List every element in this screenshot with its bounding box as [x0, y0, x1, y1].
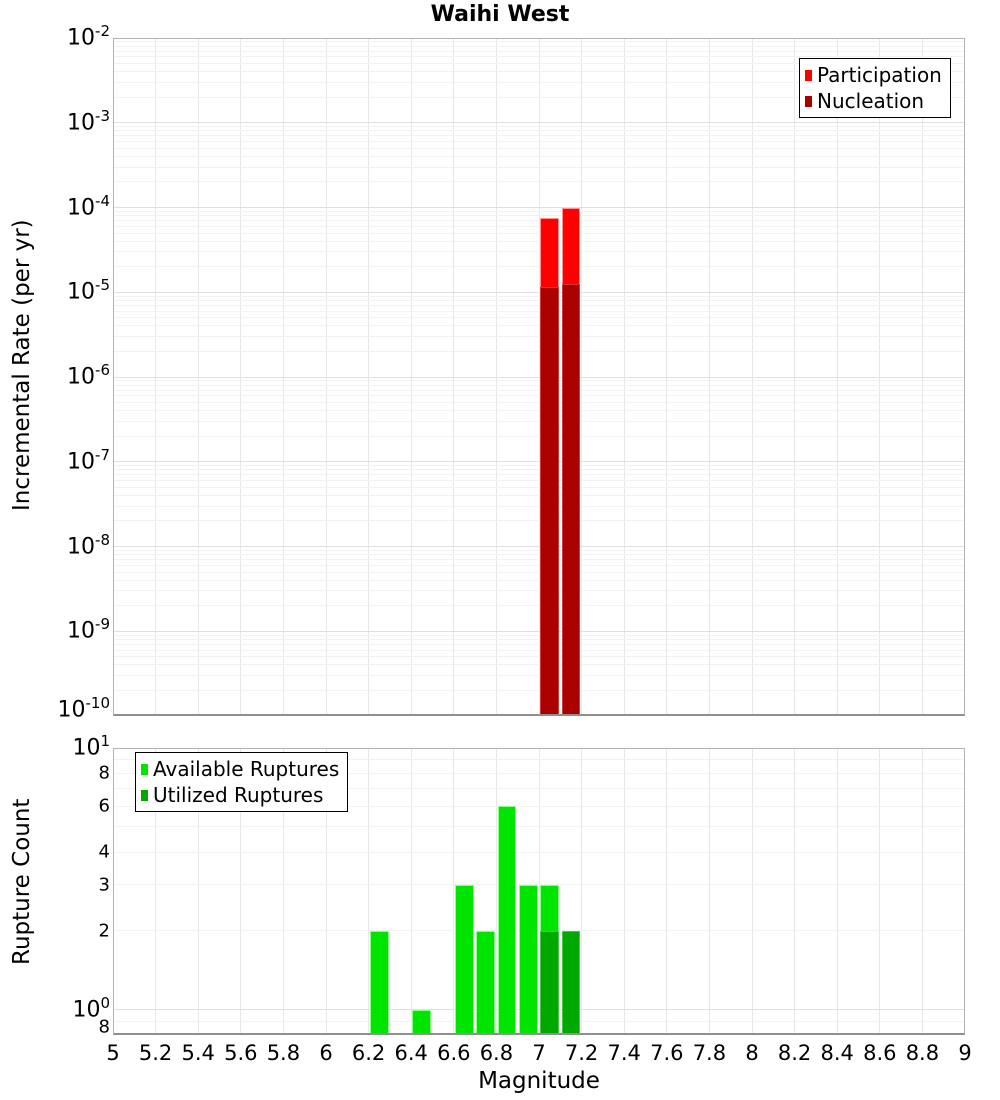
- minor-gridline: [113, 336, 965, 337]
- minor-gridline: [113, 148, 965, 149]
- minor-gridline: [113, 930, 965, 931]
- count-ytick-label: $10^0$: [72, 993, 110, 1023]
- major-gridline: [113, 631, 965, 632]
- x-tick-label: 7.6: [650, 1041, 684, 1065]
- minor-gridline: [113, 520, 965, 521]
- minor-gridline: [113, 550, 965, 551]
- minor-gridline: [113, 656, 965, 657]
- major-gridline: [113, 207, 965, 208]
- minor-gridline: [113, 211, 965, 212]
- legend-item: [805, 62, 942, 88]
- minor-gridline: [113, 650, 965, 651]
- minor-gridline: [113, 664, 965, 665]
- page-title: Waihi West: [430, 2, 570, 27]
- legend-swatch-icon: [805, 70, 812, 81]
- vertical-gridline: [709, 748, 710, 1035]
- minor-gridline: [113, 480, 965, 481]
- vertical-gridline: [666, 748, 667, 1035]
- minor-gridline: [113, 436, 965, 437]
- x-axis-title: Magnitude: [478, 1068, 600, 1094]
- minor-gridline: [113, 305, 965, 306]
- minor-gridline: [113, 181, 965, 182]
- count-ytick-label: 2: [98, 920, 110, 942]
- minor-gridline: [113, 675, 965, 676]
- x-tick-label: 9: [958, 1041, 972, 1065]
- major-gridline: [113, 377, 965, 378]
- available-ruptures-bar: [412, 1010, 431, 1035]
- major-gridline: [113, 122, 965, 123]
- x-tick-label: 5.8: [266, 1041, 301, 1065]
- minor-gridline: [113, 465, 965, 466]
- minor-gridline: [113, 325, 965, 326]
- minor-gridline: [113, 130, 965, 131]
- major-gridline: [113, 1009, 965, 1010]
- available-ruptures-bar: [498, 806, 517, 1035]
- minor-gridline: [113, 215, 965, 216]
- rate-ytick-label: $10^{-5}$: [67, 276, 110, 305]
- major-gridline: [113, 292, 965, 293]
- minor-gridline: [113, 251, 965, 252]
- minor-gridline: [113, 126, 965, 127]
- minor-gridline: [113, 46, 965, 47]
- major-gridline: [113, 716, 965, 717]
- legend-label: Utilized Ruptures: [153, 783, 324, 807]
- vertical-gridline: [624, 748, 625, 1035]
- minor-gridline: [113, 565, 965, 566]
- legend-swatch-icon: [141, 764, 148, 775]
- x-tick-label: 7.4: [607, 1041, 641, 1065]
- legend-item: [141, 756, 339, 782]
- minor-gridline: [113, 300, 965, 301]
- x-tick-label: 5: [106, 1041, 120, 1065]
- minor-gridline: [113, 590, 965, 591]
- minor-gridline: [113, 421, 965, 422]
- minor-gridline: [113, 51, 965, 52]
- rate-axis-title: Incremental Rate (per yr): [9, 219, 35, 511]
- minor-gridline: [113, 390, 965, 391]
- nucleation-bar: [540, 287, 559, 716]
- legend-item: [141, 782, 339, 808]
- minor-gridline: [113, 351, 965, 352]
- legend-swatch-icon: [141, 790, 148, 801]
- rate-ytick-label: $10^{-8}$: [67, 530, 110, 559]
- nucleation-bar: [562, 284, 581, 716]
- minor-gridline: [113, 635, 965, 636]
- vertical-gridline: [581, 748, 582, 1035]
- minor-gridline: [113, 884, 965, 885]
- minor-gridline: [113, 572, 965, 573]
- x-tick-label: 6.8: [479, 1041, 514, 1065]
- count-ytick-label: 8: [98, 1016, 110, 1038]
- x-tick-label: 8.4: [820, 1041, 854, 1065]
- rate-plot-area: [113, 38, 965, 716]
- minor-gridline: [113, 380, 965, 381]
- rate-ytick-label: $10^{-9}$: [67, 615, 110, 644]
- minor-gridline: [113, 266, 965, 267]
- x-tick-label: 5.2: [138, 1041, 173, 1065]
- minor-gridline: [113, 559, 965, 560]
- minor-gridline: [113, 167, 965, 168]
- available-ruptures-bar: [476, 931, 495, 1035]
- vertical-gridline: [922, 748, 923, 1035]
- minor-gridline: [113, 135, 965, 136]
- x-tick-label: 6.6: [437, 1041, 471, 1065]
- x-tick-label: 6: [319, 1041, 333, 1065]
- utilized-ruptures-bar: [562, 931, 581, 1035]
- count-legend: [135, 752, 348, 812]
- minor-gridline: [113, 690, 965, 691]
- minor-gridline: [113, 469, 965, 470]
- vertical-gridline: [837, 748, 838, 1035]
- minor-gridline: [113, 41, 965, 42]
- major-gridline: [113, 461, 965, 462]
- rate-ytick-label: $10^{-7}$: [67, 445, 110, 475]
- vertical-gridline: [411, 748, 412, 1035]
- minor-gridline: [113, 554, 965, 555]
- legend-label: Nucleation: [817, 89, 925, 113]
- minor-gridline: [113, 826, 965, 827]
- x-tick-label: 8: [745, 1041, 759, 1065]
- minor-gridline: [113, 644, 965, 645]
- minor-gridline: [113, 506, 965, 507]
- minor-gridline: [113, 639, 965, 640]
- minor-gridline: [113, 296, 965, 297]
- x-tick-label: 7: [532, 1041, 546, 1065]
- minor-gridline: [113, 495, 965, 496]
- x-tick-label: 6.4: [394, 1041, 428, 1065]
- rate-ytick-label: $10^{-6}$: [67, 361, 110, 390]
- minor-gridline: [113, 233, 965, 234]
- minor-gridline: [113, 226, 965, 227]
- x-tick-label: 8.8: [905, 1041, 940, 1065]
- minor-gridline: [113, 402, 965, 403]
- minor-gridline: [113, 580, 965, 581]
- legend-label: Participation: [817, 63, 942, 87]
- minor-gridline: [113, 852, 965, 853]
- available-ruptures-bar: [370, 931, 389, 1035]
- minor-gridline: [113, 311, 965, 312]
- x-tick-label: 8.6: [863, 1041, 897, 1065]
- minor-gridline: [113, 474, 965, 475]
- count-axis-title: Rupture Count: [9, 798, 35, 965]
- x-tick-label: 8.2: [777, 1041, 812, 1065]
- legend-label: Available Ruptures: [153, 757, 340, 781]
- minor-gridline: [113, 220, 965, 221]
- x-tick-label: 5.4: [181, 1041, 215, 1065]
- rate-ytick-label: $10^{-10}$: [57, 694, 110, 723]
- x-tick-label: 7.2: [564, 1041, 599, 1065]
- rate-legend: [799, 58, 951, 118]
- minor-gridline: [113, 141, 965, 142]
- minor-gridline: [113, 605, 965, 606]
- count-ytick-label: $10^1$: [72, 732, 110, 761]
- minor-gridline: [113, 317, 965, 318]
- rate-ytick-label: $10^{-3}$: [67, 106, 110, 136]
- vertical-gridline: [794, 748, 795, 1035]
- available-ruptures-bar: [519, 885, 538, 1035]
- legend-swatch-icon: [805, 96, 812, 107]
- minor-gridline: [113, 410, 965, 411]
- minor-gridline: [113, 385, 965, 386]
- count-ytick-label: 3: [98, 874, 110, 896]
- count-ytick-label: 8: [98, 762, 110, 784]
- minor-gridline: [113, 241, 965, 242]
- count-ytick-label: 6: [98, 795, 110, 817]
- x-tick-label: 6.2: [351, 1041, 386, 1065]
- rate-ytick-label: $10^{-2}$: [67, 22, 110, 51]
- major-gridline: [113, 546, 965, 547]
- vertical-gridline: [879, 748, 880, 1035]
- minor-gridline: [113, 395, 965, 396]
- legend-item: [805, 88, 942, 114]
- x-tick-label: 7.8: [692, 1041, 727, 1065]
- rate-ytick-label: $10^{-4}$: [67, 191, 110, 220]
- count-ytick-label: 4: [98, 841, 110, 863]
- minor-gridline: [113, 1021, 965, 1022]
- available-ruptures-bar: [455, 885, 474, 1035]
- utilized-ruptures-bar: [540, 931, 559, 1035]
- vertical-gridline: [752, 748, 753, 1035]
- minor-gridline: [113, 156, 965, 157]
- minor-gridline: [113, 487, 965, 488]
- x-tick-label: 5.6: [224, 1041, 258, 1065]
